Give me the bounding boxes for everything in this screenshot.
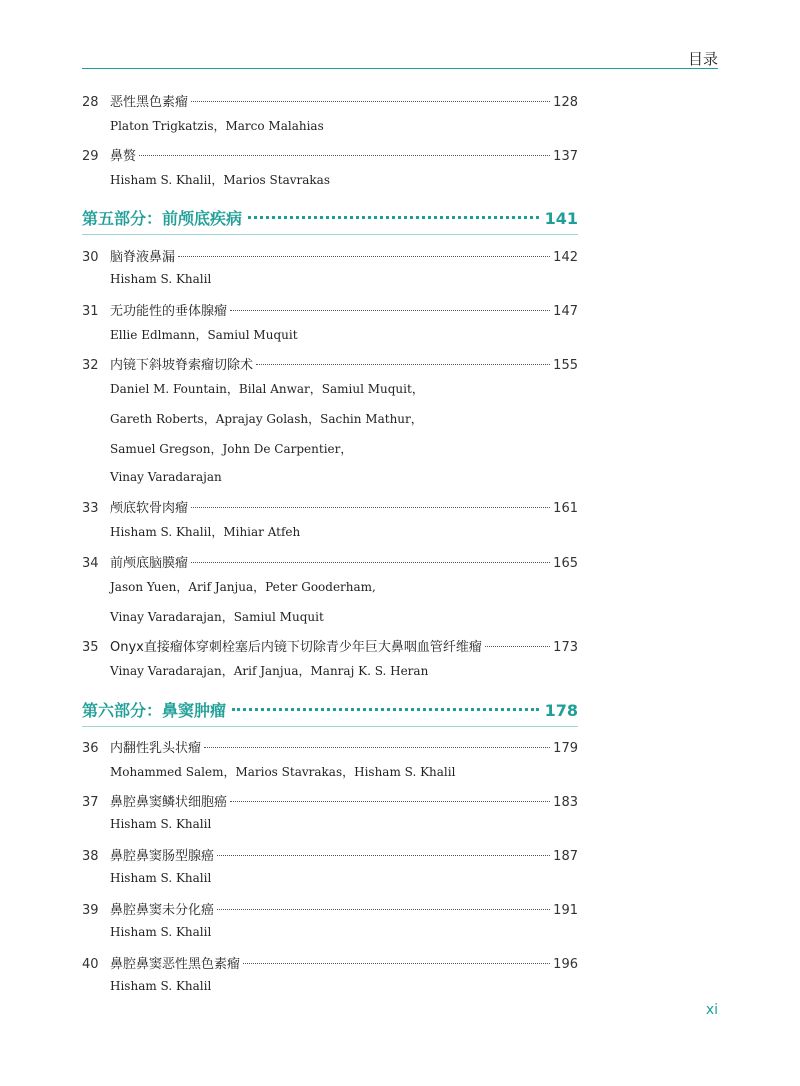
chapter-page-number: 165 bbox=[553, 556, 578, 571]
chapter-title: 鼻赘 bbox=[110, 149, 137, 164]
toc-chapter-entry[interactable] bbox=[82, 845, 578, 865]
chapter-page-number: 191 bbox=[553, 903, 578, 918]
chapter-authors: Daniel M. Fountain，Bilal Anwar，Samiul Muquit， bbox=[110, 382, 424, 396]
page-number: xi bbox=[705, 1002, 718, 1018]
chapter-number: 38 bbox=[82, 849, 99, 864]
chapter-authors: Vinay Varadarajan，Arif Janjua，Manraj K. S. Heran bbox=[110, 664, 429, 678]
chapter-title: 鼻腔鼻窦恶性黑色素瘤 bbox=[110, 957, 241, 972]
chapter-authors: Ellie Edlmann，Samiul Muquit bbox=[110, 328, 298, 342]
dot-leader bbox=[204, 747, 550, 748]
part-divider bbox=[82, 234, 578, 235]
toc-chapter-entry[interactable] bbox=[82, 899, 578, 919]
chapter-page-number: 147 bbox=[553, 304, 578, 319]
chapter-number: 33 bbox=[82, 501, 99, 516]
dot-leader bbox=[230, 310, 550, 311]
toc-chapter-entry[interactable] bbox=[82, 737, 578, 757]
running-header-title: 目录 bbox=[687, 50, 718, 68]
chapter-number: 36 bbox=[82, 741, 99, 756]
toc-chapter-entry[interactable] bbox=[82, 354, 578, 374]
toc-chapter-entry[interactable] bbox=[82, 246, 578, 266]
chapter-authors: Mohammed Salem，Marios Stavrakas，Hisham S. Khalil bbox=[110, 765, 456, 779]
chapter-title: 脑脊液鼻漏 bbox=[110, 250, 176, 265]
chapter-number: 30 bbox=[82, 250, 99, 265]
dot-leader bbox=[178, 256, 550, 257]
dot-leader bbox=[256, 364, 550, 365]
chapter-authors: Gareth Roberts，Aprajay Golash，Sachin Mathur， bbox=[110, 412, 423, 426]
dot-leader bbox=[217, 909, 550, 910]
toc-chapter-entry[interactable] bbox=[82, 300, 578, 320]
dot-leader bbox=[191, 562, 550, 563]
chapter-title: Onyx直接瘤体穿刺栓塞后内镜下切除青少年巨大鼻咽血管纤维瘤 bbox=[110, 640, 482, 655]
chapter-number: 40 bbox=[82, 957, 99, 972]
chapter-authors: Vinay Varadarajan bbox=[110, 470, 222, 484]
chapter-page-number: 161 bbox=[553, 501, 578, 516]
header-rule bbox=[82, 68, 718, 69]
chapter-authors: Hisham S. Khalil bbox=[110, 871, 212, 885]
chapter-authors: Vinay Varadarajan，Samiul Muquit bbox=[110, 610, 324, 624]
part-title: 第六部分：鼻窦肿瘤 bbox=[82, 701, 227, 720]
chapter-title: 鼻腔鼻窦肠型腺癌 bbox=[110, 849, 215, 864]
toc-chapter-entry[interactable] bbox=[82, 552, 578, 572]
part-title: 第五部分：前颅底疾病 bbox=[82, 209, 243, 228]
chapter-page-number: 196 bbox=[553, 957, 578, 972]
chapter-page-number: 187 bbox=[553, 849, 578, 864]
chapter-page-number: 183 bbox=[553, 795, 578, 810]
dot-leader bbox=[139, 155, 550, 156]
toc-part-heading[interactable] bbox=[82, 206, 578, 230]
toc-chapter-entry[interactable] bbox=[82, 497, 578, 517]
chapter-authors: Hisham S. Khalil，Marios Stavrakas bbox=[110, 173, 330, 187]
chapter-number: 29 bbox=[82, 149, 99, 164]
part-page-number: 178 bbox=[544, 701, 578, 720]
chapter-authors: Hisham S. Khalil，Mihiar Atfeh bbox=[110, 525, 301, 539]
dot-leader bbox=[243, 963, 550, 964]
chapter-title: 内翻性乳头状瘤 bbox=[110, 741, 202, 756]
chapter-number: 34 bbox=[82, 556, 99, 571]
toc-chapter-entry[interactable] bbox=[82, 145, 578, 165]
chapter-page-number: 142 bbox=[553, 250, 578, 265]
chapter-number: 32 bbox=[82, 358, 99, 373]
chapter-title: 颅底软骨肉瘤 bbox=[110, 501, 189, 516]
chapter-authors: Hisham S. Khalil bbox=[110, 272, 212, 286]
chapter-title: 恶性黑色素瘤 bbox=[110, 95, 189, 110]
chapter-title: 无功能性的垂体腺瘤 bbox=[110, 304, 228, 319]
chapter-number: 28 bbox=[82, 95, 99, 110]
toc-chapter-entry[interactable] bbox=[82, 91, 578, 111]
part-divider bbox=[82, 726, 578, 727]
chapter-authors: Samuel Gregson，John De Carpentier， bbox=[110, 442, 353, 456]
dot-leader bbox=[191, 507, 550, 508]
toc-part-heading[interactable] bbox=[82, 698, 578, 722]
chapter-title: 内镜下斜坡脊索瘤切除术 bbox=[110, 358, 254, 373]
chapter-authors: Hisham S. Khalil bbox=[110, 925, 212, 939]
chapter-number: 31 bbox=[82, 304, 99, 319]
dot-leader bbox=[232, 708, 539, 711]
chapter-authors: Hisham S. Khalil bbox=[110, 979, 212, 993]
dot-leader bbox=[230, 801, 550, 802]
chapter-number: 39 bbox=[82, 903, 99, 918]
chapter-page-number: 128 bbox=[553, 95, 578, 110]
chapter-page-number: 173 bbox=[553, 640, 578, 655]
dot-leader bbox=[248, 216, 539, 219]
chapter-number: 37 bbox=[82, 795, 99, 810]
toc-chapter-entry[interactable] bbox=[82, 636, 578, 656]
chapter-authors: Platon Trigkatzis，Marco Malahias bbox=[110, 119, 324, 133]
chapter-authors: Jason Yuen，Arif Janjua，Peter Gooderham, bbox=[110, 580, 376, 594]
dot-leader bbox=[485, 646, 550, 647]
chapter-title: 前颅底脑膜瘤 bbox=[110, 556, 189, 571]
chapter-title: 鼻腔鼻窦未分化癌 bbox=[110, 903, 215, 918]
chapter-authors: Hisham S. Khalil bbox=[110, 817, 212, 831]
dot-leader bbox=[191, 101, 550, 102]
toc-chapter-entry[interactable] bbox=[82, 953, 578, 973]
chapter-page-number: 137 bbox=[553, 149, 578, 164]
toc-chapter-entry[interactable] bbox=[82, 791, 578, 811]
part-page-number: 141 bbox=[544, 209, 578, 228]
chapter-page-number: 155 bbox=[553, 358, 578, 373]
chapter-number: 35 bbox=[82, 640, 99, 655]
dot-leader bbox=[217, 855, 550, 856]
chapter-page-number: 179 bbox=[553, 741, 578, 756]
chapter-title: 鼻腔鼻窦鳞状细胞癌 bbox=[110, 795, 228, 810]
